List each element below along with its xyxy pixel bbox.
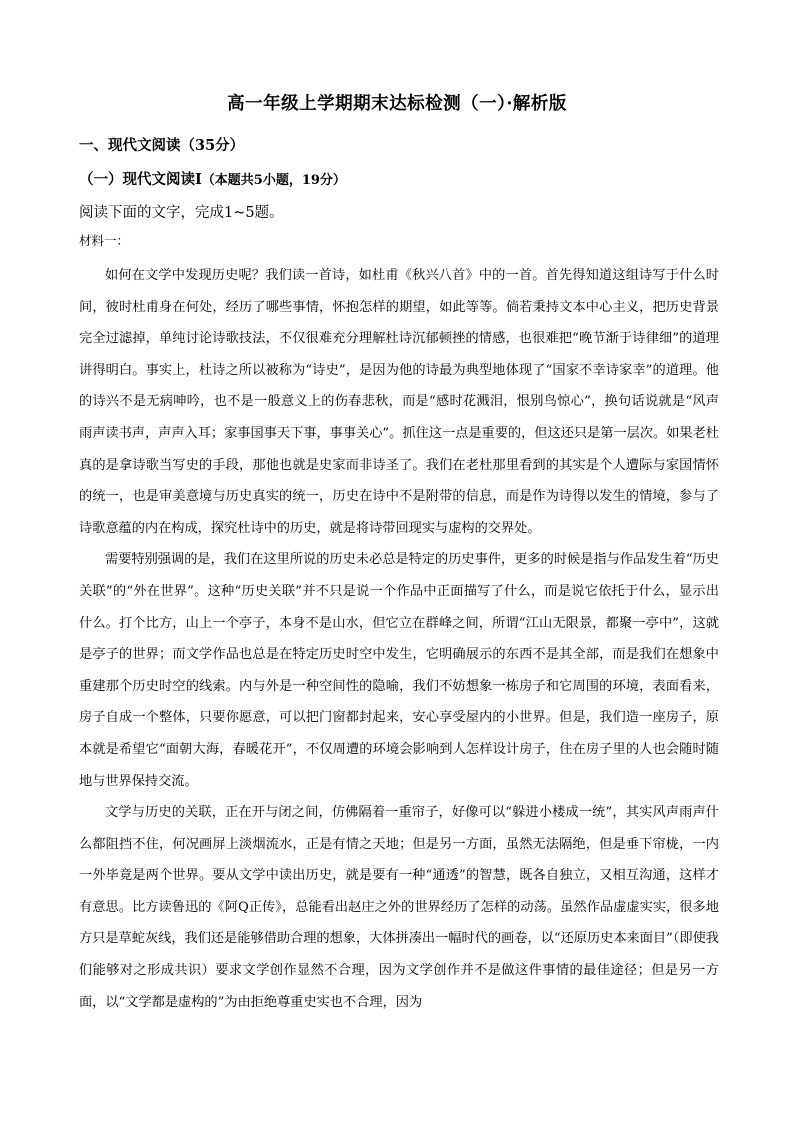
subsection-heading [79,168,346,189]
paragraph: 如何在文学中发现历史呢？我们读一首诗，如杜甫《秋兴八首》中的一首。首先得知道这组诗写于什么时间，彼时杜甫身在何处，经历了哪些事情，怀抱怎样的期望，如此等等。倘若秉持文本中心主义，把历史背景完全过滤掉，单纯讨论诗歌技法，不仅很难充分理解杜诗沉郁顿挫的情感，也很难把“晚节渐于诗律细”的道理讲得明白。事实上，杜诗之所以被称为“诗史”，是因为他的诗最为典型地体现了“国家不幸诗家幸”的道理。他的诗兴不是无病呻吟，也不是一般意义上的伤春悲秋，而是“感时花溅泪，恨别鸟惊心”，换句话说就是“风声雨声读书声，声声入耳；家事国事天下事，事事关心”。抓住这一点是重要的，但这还只是第一层次。如果老杜真的是拿诗歌当写史的手段，那他也就是史家而非诗圣了。我们在老杜那里看到的其实是个人遭际与家国情怀的统一，也是审美意境与历史真实的统一，历史在诗中不是附带的信息，而是作为诗得以发生的情境，参与了诗歌意蕴的内在构成，探究杜诗中的历史，就是将诗带回现实与虚构的交界处。 [79,268,719,536]
page-title: 高一年级上学期期末达标检测（一）·解析版 [227,94,567,114]
reading-passage [79,260,719,1018]
reading-instruction: 阅读下面的文字，完成1~5题。 [79,205,284,221]
paragraph: 需要特别强调的是，我们在这里所说的历史未必总是特定的历史事件，更多的时候是指与作品发生着“历史关联”的“外在世界”。这种“历史关联”并不只是说一个作品中正面描写了什么，而是说它依托于什么，显示出什么。打个比方，山上一个亭子，本身不是山水，但它立在群峰之间，所谓“江山无限景，都聚一亭中”，这就是亭子的世界；而文学作品也总是在特定历史时空中发生，它明确展示的东西不是其全部，而是我们在想象中重建那个历史时空的线索。内与外是一种空间性的隐喻，我们不妨想象一栋房子和它周围的环境，表面看来，房子自成一个整体，只要你愿意，可以把门窗都封起来，安心享受屋内的小世界。但是，我们造一座房子，原本就是希望它“面朝大海，春暖花开”，不仅周遭的环境会影响到人怎样设计房子，住在房子里的人也会随时随地与世界保持交流。 [79,552,719,789]
section-heading: 一、现代文阅读（35分） [79,137,245,154]
paragraph: 文学与历史的关联，正在开与闭之间，仿佛隔着一重帘子，好像可以“躲进小楼成一统”，其实风声雨声什么都阻挡不住，何况画屏上淡烟流水，正是有情之天地；但是另一方面，虽然无法隔绝，但是垂下帘栊，一内一外毕竟是两个世界。要从文学中读出历史，就是要有一种“通透”的智慧，既各自独立，又相互沟通，这样才有意思。比方读鲁迅的《阿Q正传》，总能看出赵庄之外的世界经历了怎样的动荡。虽然作品虚虚实实，很多地方只是草蛇灰线，我们还是能够借助合理的想象，大体拼凑出一幅时代的画卷，以“还原历史本来面目”（即使我们能够对之形成共识）要求文学创作显然不合理，因为文学创作并不是做这件事情的最佳途径；但是另一方面，以“文学都是虚构的”为由拒绝尊重史实也不合理，因为 [79,805,719,1010]
material-label: 材料一： [79,233,130,248]
subsection-title: （一）现代文阅读Ⅰ [79,171,202,188]
subsection-note: （本题共5小题，19分） [201,173,346,188]
